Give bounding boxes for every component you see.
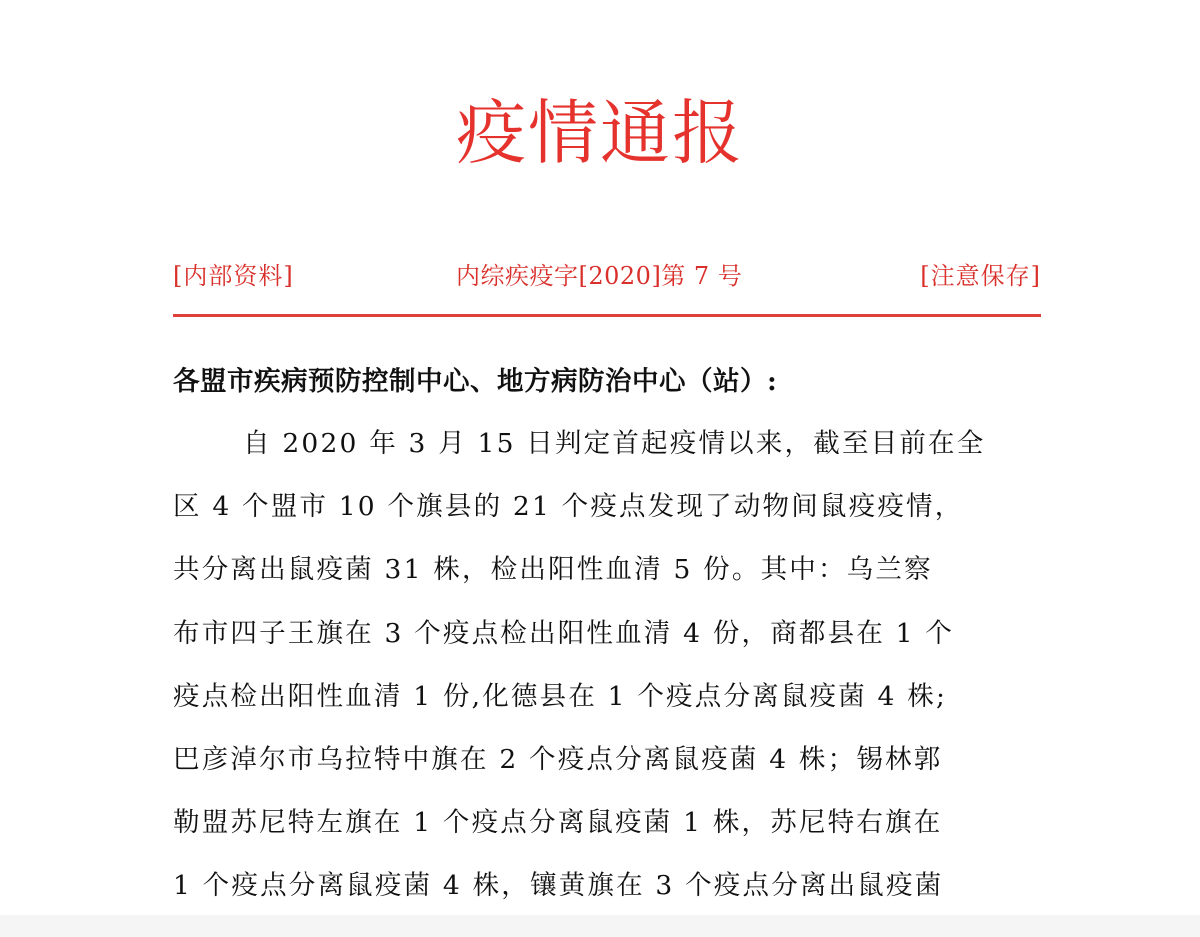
body-line: 布市四子王旗在 3 个疫点检出阳性血清 4 份，商都县在 1 个 <box>173 617 955 649</box>
body-line: 共分离出鼠疫菌 31 株，检出阳性血清 5 份。其中：乌兰察 <box>173 554 933 586</box>
keep-safe-label: [注意保存] <box>920 262 1041 290</box>
body-line: 区 4 个盟市 10 个旗县的 21 个疫点发现了动物间鼠疫疫情， <box>173 491 964 523</box>
document-number: 内综疾疫字[2020]第 7 号 <box>456 262 743 290</box>
document-body <box>173 352 1045 918</box>
internal-material-label: [内部资料] <box>173 262 294 290</box>
header-divider <box>173 314 1041 317</box>
body-line: 勒盟苏尼特左旗在 1 个疫点分离鼠疫菌 1 株，苏尼特右旗在 <box>173 807 943 839</box>
body-line: 疫点检出阳性血清 1 份,化德县在 1 个疫点分离鼠疫菌 4 株; <box>173 680 948 712</box>
document-header-row <box>173 258 1041 294</box>
salutation: 各盟市疾病预防控制中心、地方病防治中心（站）: <box>173 366 778 397</box>
page-bottom-edge <box>0 915 1200 937</box>
document-title: 疫情通报 <box>456 92 744 174</box>
body-line: 巴彦淖尔市乌拉特中旗在 2 个疫点分离鼠疫菌 4 株；锡林郭 <box>173 743 943 775</box>
body-line: 自 2020 年 3 月 15 日判定首起疫情以来，截至目前在全 <box>243 428 986 459</box>
body-line: 1 个疫点分离鼠疫菌 4 株，镶黄旗在 3 个疫点分离出鼠疫菌 <box>173 870 944 902</box>
